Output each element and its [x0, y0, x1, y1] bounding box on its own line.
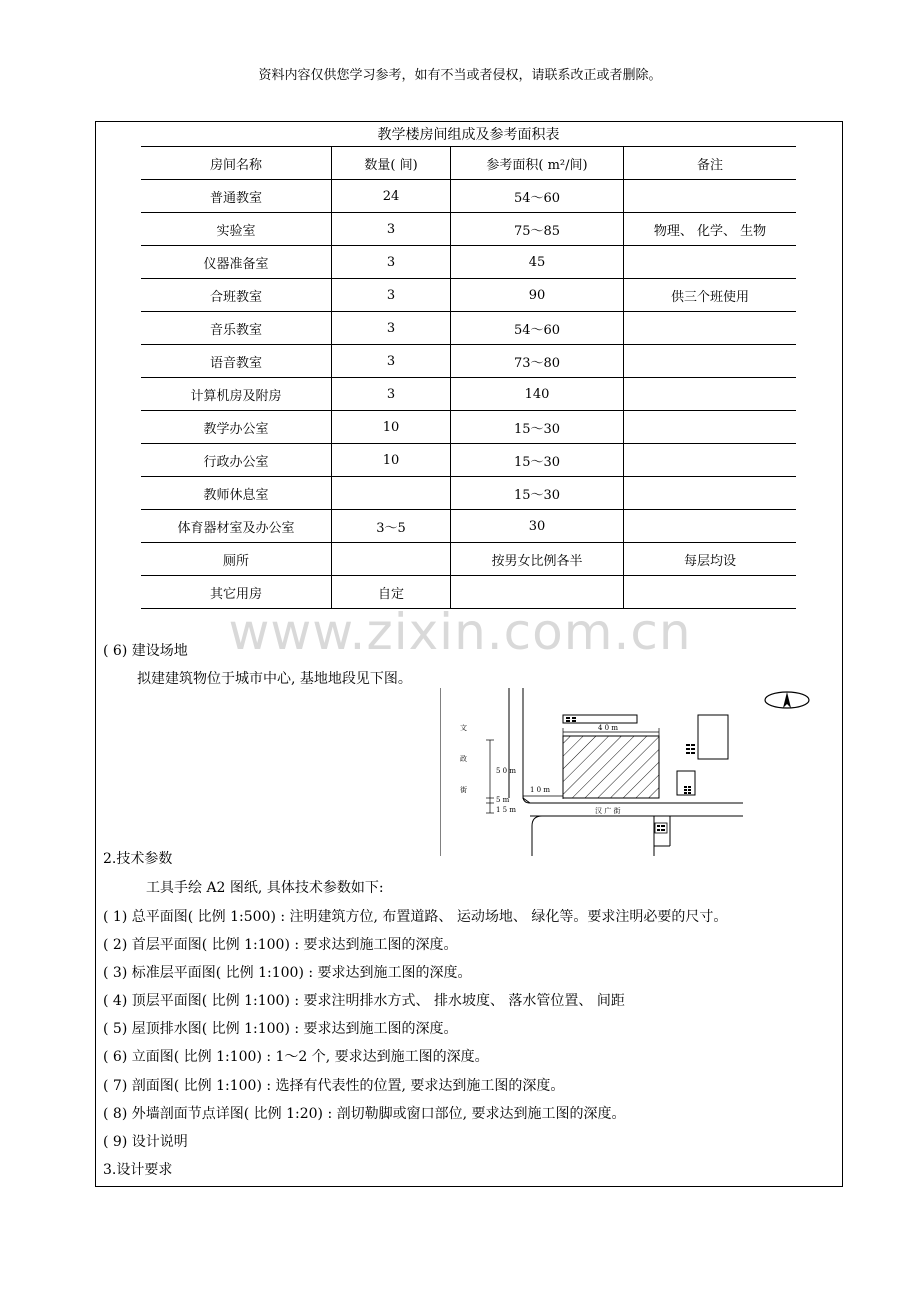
- cell: 行政办公室: [141, 444, 332, 477]
- cell: 15～30: [451, 411, 624, 444]
- cell: 仪器准备室: [141, 246, 332, 279]
- cell: 3: [332, 345, 451, 378]
- design-heading: 3.设计要求: [103, 1162, 173, 1178]
- col-header-quantity: 数量( 间): [332, 147, 451, 180]
- room-area-table: [141, 146, 796, 609]
- cell: 3: [332, 279, 451, 312]
- table-row: [141, 279, 796, 312]
- cell: 15～30: [451, 477, 624, 510]
- street-label-1: 文: [460, 724, 467, 732]
- cell: 自定: [332, 576, 451, 609]
- cell: 24: [332, 180, 451, 213]
- cell: 计算机房及附房: [141, 378, 332, 411]
- cell: [624, 444, 797, 477]
- col-header-area: 参考面积( m²/间): [451, 147, 624, 180]
- table-row: [141, 543, 796, 576]
- table-row: [141, 180, 796, 213]
- cell: [624, 477, 797, 510]
- tech-item: ( 8) 外墙剖面节点详图( 比例 1:20) : 剖切勒脚或窗口部位, 要求达到施工图的深度。: [103, 1106, 626, 1122]
- dim-setback-label: 1 0 m: [530, 786, 550, 794]
- table-row: [141, 345, 796, 378]
- table-row: [141, 477, 796, 510]
- dim-15-label: 1 5 m: [496, 806, 516, 814]
- cell: 73～80: [451, 345, 624, 378]
- cell: 54～60: [451, 312, 624, 345]
- cell: 3～5: [332, 510, 451, 543]
- cell: 物理、 化学、 生物: [624, 213, 797, 246]
- table-row: [141, 510, 796, 543]
- cell: 语音教室: [141, 345, 332, 378]
- tech-item: ( 6) 立面图( 比例 1:100) : 1～2 个, 要求达到施工图的深度。: [103, 1049, 489, 1065]
- table-row: [141, 378, 796, 411]
- tech-item: ( 7) 剖面图( 比例 1:100) : 选择有代表性的位置, 要求达到施工图的深度。: [103, 1078, 565, 1094]
- col-header-room-name: 房间名称: [141, 147, 332, 180]
- street-label-3: 街: [460, 786, 467, 794]
- cell: [332, 543, 451, 576]
- cell: [624, 180, 797, 213]
- cell: 90: [451, 279, 624, 312]
- cell: 其它用房: [141, 576, 332, 609]
- cell: 体育器材室及办公室: [141, 510, 332, 543]
- tech-intro: 工具手绘 A2 图纸, 具体技术参数如下:: [146, 880, 384, 896]
- cell: 75～85: [451, 213, 624, 246]
- cell: 供三个班使用: [624, 279, 797, 312]
- tech-heading: 2.技术参数: [103, 851, 173, 867]
- table-row: [141, 312, 796, 345]
- col-header-remark: 备注: [624, 147, 797, 180]
- tech-item: ( 9) 设计说明: [103, 1134, 188, 1150]
- cell: 140: [451, 378, 624, 411]
- cell: 3: [332, 378, 451, 411]
- tech-item: ( 1) 总平面图( 比例 1:500) : 注明建筑方位, 布置道路、 运动场地、 绿化等。要求注明必要的尺寸。: [103, 909, 728, 925]
- cell: 10: [332, 444, 451, 477]
- table-title: 教学楼房间组成及参考面积表: [377, 127, 560, 143]
- dim-width-label: 4 0 m: [598, 724, 618, 732]
- table-row: [141, 411, 796, 444]
- cell: 合班教室: [141, 279, 332, 312]
- site-plan-diagram: [440, 688, 843, 858]
- cell: 45: [451, 246, 624, 279]
- header-note: 资料内容仅供您学习参考，如有不当或者侵权，请联系改正或者删除。: [258, 68, 662, 83]
- cell: [332, 477, 451, 510]
- cell: 30: [451, 510, 624, 543]
- cell: 15～30: [451, 444, 624, 477]
- cell: [624, 246, 797, 279]
- dim-5-label: 5 m: [496, 796, 510, 804]
- table-row: [141, 213, 796, 246]
- cell: [624, 510, 797, 543]
- street-label-2: 政: [460, 755, 467, 763]
- cell: [624, 411, 797, 444]
- dim-height-label: 5 0 m: [496, 767, 516, 775]
- cell: 音乐教室: [141, 312, 332, 345]
- site-description: 拟建建筑物位于城市中心, 基地地段见下图。: [137, 671, 412, 687]
- cell: 3: [332, 312, 451, 345]
- cell: 3: [332, 246, 451, 279]
- table-row: [141, 444, 796, 477]
- cell: 3: [332, 213, 451, 246]
- cell: 54～60: [451, 180, 624, 213]
- cell: 教师休息室: [141, 477, 332, 510]
- tech-item: ( 3) 标准层平面图( 比例 1:100) : 要求达到施工图的深度。: [103, 965, 472, 981]
- table-header-row: [141, 147, 796, 180]
- tech-item: ( 2) 首层平面图( 比例 1:100) : 要求达到施工图的深度。: [103, 937, 458, 953]
- tech-item: ( 4) 顶层平面图( 比例 1:100) : 要求注明排水方式、 排水坡度、 落水管位置、 间距: [103, 993, 625, 1009]
- cell: 10: [332, 411, 451, 444]
- cell: 实验室: [141, 213, 332, 246]
- cell: 按男女比例各半: [451, 543, 624, 576]
- site-heading: ( 6) 建设场地: [103, 643, 188, 659]
- cell: 教学办公室: [141, 411, 332, 444]
- street-label-bottom: 汉 广 街: [595, 807, 621, 815]
- tech-item: ( 5) 屋顶排水图( 比例 1:100) : 要求达到施工图的深度。: [103, 1021, 458, 1037]
- table-row: [141, 246, 796, 279]
- watermark: www.zixin.com.cn: [228, 603, 692, 661]
- cell: [624, 378, 797, 411]
- cell: [624, 345, 797, 378]
- cell: [624, 312, 797, 345]
- cell: 厕所: [141, 543, 332, 576]
- cell: 普通教室: [141, 180, 332, 213]
- cell: 每层均设: [624, 543, 797, 576]
